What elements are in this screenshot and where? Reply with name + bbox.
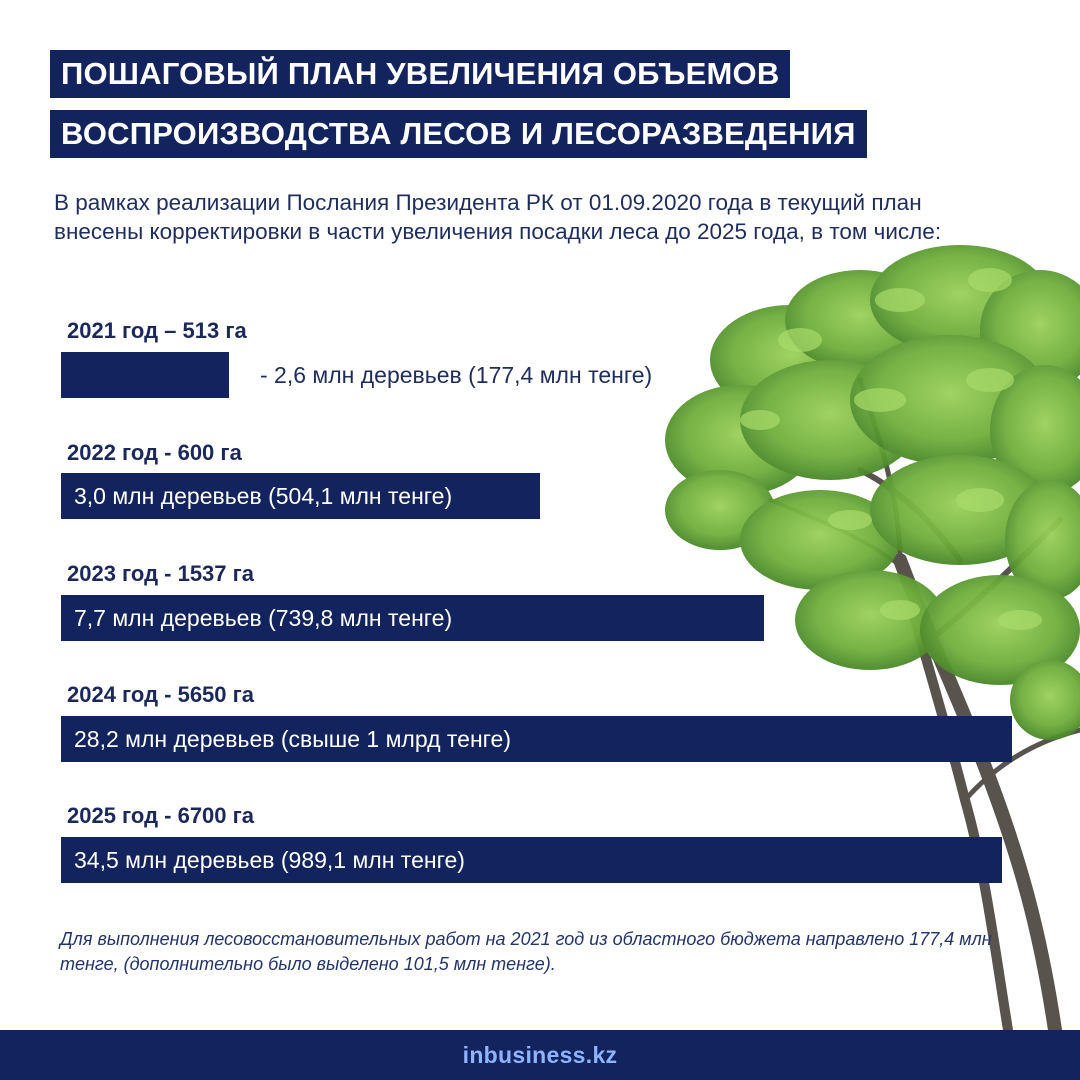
bar-2021 xyxy=(61,352,229,398)
bar-text-2023: 7,7 млн деревьев (739,8 млн тенге) xyxy=(74,605,453,631)
year-label-2024: 2024 год - 5650 га xyxy=(67,682,255,707)
year-label-2022: 2022 год - 600 га xyxy=(67,440,242,465)
footer-bar xyxy=(0,1030,1080,1080)
bar-text-2024: 28,2 млн деревьев (свыше 1 млрд тенге) xyxy=(74,726,512,752)
bar-text-2025: 34,5 млн деревьев (989,1 млн тенге) xyxy=(74,847,465,873)
footnote: Для выполнения лесовосстановительных работ на 2021 год из областного бюджета направлено 177,4 млн тенге, (дополнительно было выделено 101,5 млн тенге). xyxy=(60,929,992,974)
tree-leaf-highlights xyxy=(740,268,1042,630)
title-line-2: ВОСПРОИЗВОДСТВА ЛЕСОВ И ЛЕСОРАЗВЕДЕНИЯ xyxy=(50,110,867,158)
brand-logo: inbusiness.kz xyxy=(462,1042,618,1068)
intro-text: В рамках реализации Послания Президента РК от 01.09.2020 года в текущий план внесены корректировки в части увеличения посадки леса до 2025 года, в том числе: xyxy=(54,190,942,244)
year-label-2021: 2021 год – 513 га xyxy=(67,318,247,343)
year-label-2023: 2023 год - 1537 га xyxy=(67,561,255,586)
bar-text-2021: - 2,6 млн деревьев (177,4 млн тенге) xyxy=(260,362,653,388)
bar-text-2022: 3,0 млн деревьев (504,1 млн тенге) xyxy=(74,483,453,509)
title-line-1: ПОШАГОВЫЙ ПЛАН УВЕЛИЧЕНИЯ ОБЪЕМОВ xyxy=(50,50,790,98)
year-label-2025: 2025 год - 6700 га xyxy=(67,803,255,828)
tree-foliage xyxy=(665,245,1080,740)
